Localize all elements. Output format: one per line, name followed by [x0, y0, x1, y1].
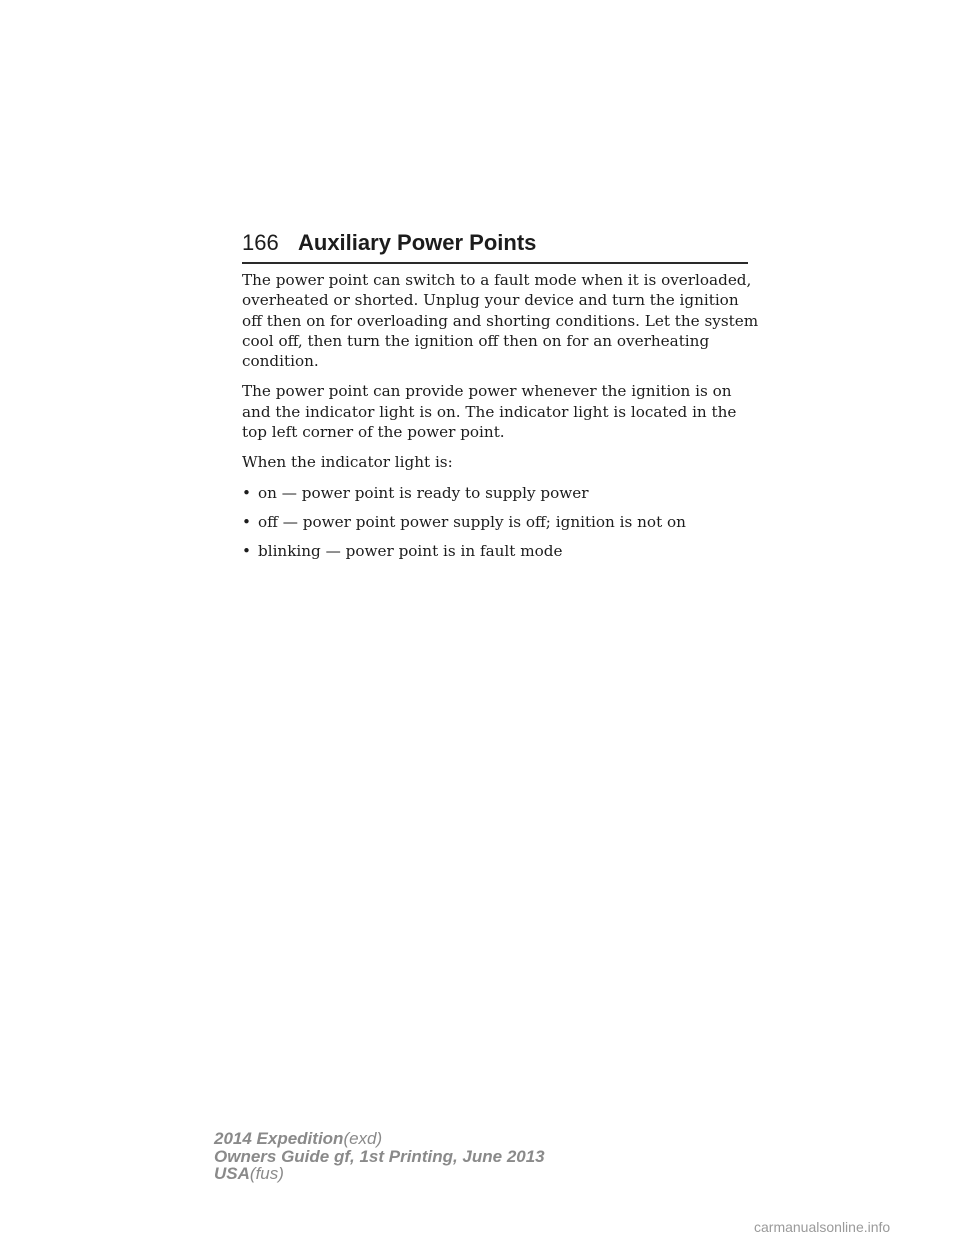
- page-header: [242, 228, 748, 264]
- paragraph-power-supply: The power point can provide power whenever the ignition is on and the indicator light is on. The indicator light is located in the top left corner of the power point.: [242, 382, 737, 442]
- list-item: [242, 541, 762, 561]
- bullet-icon: •: [242, 512, 251, 531]
- footer-model-name: 2014 Expedition: [214, 1129, 344, 1148]
- footer-line-market: [214, 1165, 545, 1183]
- bullet-icon: •: [242, 542, 251, 561]
- list-item: [242, 512, 762, 532]
- footer-market-code: (fus): [249, 1164, 284, 1183]
- list-item: [242, 483, 762, 503]
- page-number: 166: [242, 230, 279, 255]
- footer-printing-info: Owners Guide gf, 1st Printing, June 2013: [214, 1146, 545, 1166]
- indicator-state-list: [242, 483, 762, 562]
- section-title: Auxiliary Power Points: [298, 230, 537, 255]
- paragraph-fault-mode: The power point can switch to a fault mode when it is overloaded, overheated or shorted. Unplug your device and turn the ignition off then on for overloading and shorting conditions. Let the system cool off, then turn the ignition off then on for an overheating condition.: [242, 271, 759, 371]
- watermark-text: carmanualsonline.info: [754, 1219, 891, 1235]
- list-item-text: on — power point is ready to supply power: [258, 483, 589, 502]
- list-item-text: off — power point power supply is off; ignition is not on: [258, 512, 686, 531]
- paragraph-indicator-intro: When the indicator light is:: [242, 453, 453, 472]
- print-footer: [214, 1130, 545, 1183]
- list-item-text: blinking — power point is in fault mode: [258, 542, 563, 561]
- body-text: [242, 270, 762, 571]
- bullet-icon: •: [242, 483, 251, 502]
- footer-line-model: [214, 1130, 545, 1148]
- footer-model-code: (exd): [343, 1129, 383, 1148]
- footer-market: USA: [214, 1164, 250, 1183]
- footer-line-printing: [214, 1148, 545, 1166]
